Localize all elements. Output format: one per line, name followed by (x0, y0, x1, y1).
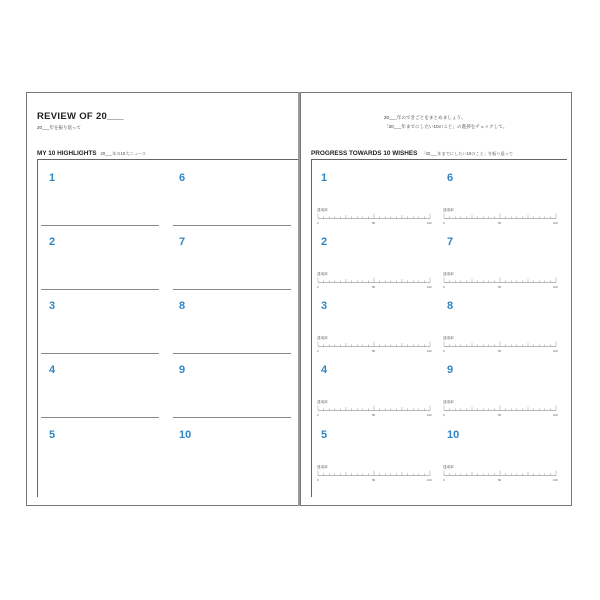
scale-tick-label: 100 (553, 413, 558, 417)
progress-label: 達成率 (317, 465, 328, 469)
highlight-number: 7 (179, 236, 186, 248)
progress-label: 達成率 (317, 336, 328, 340)
section-note: 「20___年までにしたい10のこと」を振り返って (421, 151, 514, 156)
progress-scale (443, 470, 557, 478)
section-rule (311, 159, 567, 160)
scale-tick-label: 0 (443, 478, 445, 482)
page-title: REVIEW OF 20___ (37, 111, 124, 122)
wish-number: 3 (321, 300, 328, 312)
instruction-line-1: 20___年のできごとをまとめましょう。 (384, 115, 466, 120)
progress-label: 達成率 (443, 336, 454, 340)
entry-divider (41, 289, 159, 290)
section-rule (37, 159, 299, 160)
entry-divider (41, 225, 159, 226)
scale-tick-label: 100 (427, 349, 432, 353)
page-subtitle: 20___年を振り返って (37, 125, 82, 130)
scale-tick-label: 100 (553, 285, 558, 289)
scale-tick-label: 0 (443, 285, 445, 289)
highlight-number: 4 (49, 364, 56, 376)
highlight-number: 3 (49, 300, 56, 312)
scale-tick-label: 100 (427, 221, 432, 225)
scale-tick-label: 50 (372, 221, 376, 225)
scale-tick-label: 0 (317, 285, 319, 289)
wish-number: 2 (321, 236, 328, 248)
scale-tick-label: 0 (317, 349, 319, 353)
wish-number: 5 (321, 429, 328, 441)
scale-tick-label: 50 (498, 285, 502, 289)
highlight-number: 5 (49, 429, 56, 441)
scale-tick-label: 0 (443, 221, 445, 225)
progress-scale (317, 277, 431, 285)
progress-label: 達成率 (443, 208, 454, 212)
progress-label: 達成率 (317, 208, 328, 212)
progress-label: 達成率 (317, 272, 328, 276)
entry-divider (173, 353, 291, 354)
scale-tick-label: 50 (498, 349, 502, 353)
scale-tick-label: 100 (427, 478, 432, 482)
section-heading (37, 150, 146, 157)
highlight-number: 10 (179, 429, 192, 441)
margin-line (37, 160, 38, 497)
progress-scale (317, 405, 431, 413)
highlight-number: 6 (179, 172, 186, 184)
entry-divider (41, 353, 159, 354)
entry-divider (173, 225, 291, 226)
scale-tick-label: 50 (372, 413, 376, 417)
progress-scale (443, 213, 557, 221)
highlight-number: 8 (179, 300, 186, 312)
progress-scale (317, 213, 431, 221)
scale-tick-label: 50 (372, 349, 376, 353)
scale-tick-label: 100 (553, 349, 558, 353)
scale-tick-label: 100 (553, 478, 558, 482)
highlight-number: 1 (49, 172, 56, 184)
scale-tick-label: 0 (317, 413, 319, 417)
section-title: PROGRESS TOWARDS 10 WISHES (311, 150, 418, 157)
scale-tick-label: 0 (317, 478, 319, 482)
wish-number: 1 (321, 172, 328, 184)
section-note: 20___年の10大ニュース (100, 151, 146, 156)
instruction-line-2: 「20___年までにしたい10のこと」の進捗をチェックして。 (384, 124, 508, 129)
wish-number: 9 (447, 364, 454, 376)
progress-scale (443, 277, 557, 285)
right-page (300, 92, 572, 506)
scale-tick-label: 50 (372, 285, 376, 289)
margin-line (311, 160, 312, 497)
entry-divider (41, 417, 159, 418)
scale-tick-label: 50 (498, 413, 502, 417)
progress-label: 達成率 (443, 400, 454, 404)
wish-number: 6 (447, 172, 454, 184)
highlight-number: 2 (49, 236, 56, 248)
section-title: MY 10 HIGHLIGHTS (37, 150, 97, 157)
scale-tick-label: 0 (443, 349, 445, 353)
wish-number: 10 (447, 429, 460, 441)
entry-divider (173, 417, 291, 418)
progress-scale (317, 341, 431, 349)
progress-scale (317, 470, 431, 478)
scale-tick-label: 50 (498, 478, 502, 482)
scale-tick-label: 0 (317, 221, 319, 225)
wish-number: 7 (447, 236, 454, 248)
scale-tick-label: 50 (372, 478, 376, 482)
scale-tick-label: 100 (427, 285, 432, 289)
progress-label: 達成率 (443, 465, 454, 469)
scale-tick-label: 100 (427, 413, 432, 417)
wish-number: 4 (321, 364, 328, 376)
progress-scale (443, 341, 557, 349)
scale-tick-label: 50 (498, 221, 502, 225)
wish-number: 8 (447, 300, 454, 312)
left-page (26, 92, 298, 506)
section-heading (311, 150, 513, 157)
scale-tick-label: 0 (443, 413, 445, 417)
progress-scale (443, 405, 557, 413)
entry-divider (173, 289, 291, 290)
progress-label: 達成率 (443, 272, 454, 276)
highlight-number: 9 (179, 364, 186, 376)
scale-tick-label: 100 (553, 221, 558, 225)
progress-label: 達成率 (317, 400, 328, 404)
